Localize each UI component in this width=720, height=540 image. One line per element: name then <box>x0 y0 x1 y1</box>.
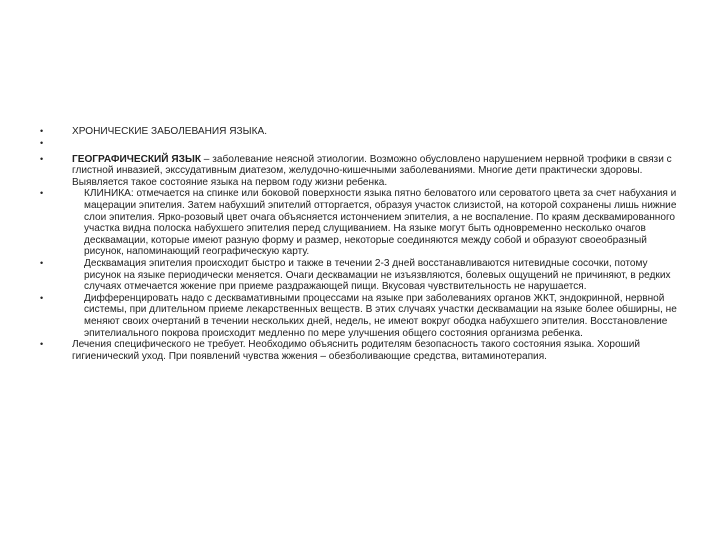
bullet-marker: • <box>40 257 44 268</box>
geo-description: – заболевание неясной этиологии. Возможно обусловлено нарушением нервной трофики в связи с глистной инвазией, экссудативным диатезом, желудочно-кишечными заболеваниями. Многие дети практически здоровы. Выявляется такое состояние языка на первом году жизни ребенка. <box>72 153 672 188</box>
bullet-marker: • <box>40 126 44 136</box>
list-item <box>38 258 684 293</box>
treatment-paragraph: Лечения специфического не требует. Необходимо объяснить родителям безопасность такого состояния языка. Хороший гигиенический уход. При появлений чувства жжения – обезболивающие средства, витаминотерапия. <box>72 339 640 362</box>
list-item <box>38 154 684 189</box>
bullet-marker: • <box>40 153 44 164</box>
differential-paragraph: Дифференцировать надо с десквамативными процессами на языке при заболеваниях органов ЖКТ, эндокринной, нервной системы, при длительном приеме лекарственных веществ. В этих случаях участки десквамации на языке более обширны, не меняют своих очертаний в течении нескольких дней, недель, не имеют вокруг ободка набухшего эпителия. Восстановление эпителиального покрова происходит медленно по мере улучшения общего состояния организма ребенка. <box>84 292 677 339</box>
clinic-paragraph: КЛИНИКА: отмечается на спинке или боковой поверхности языка пятно беловатого или сероватого цвета за счет набухания и мацерации эпителия. Затем набухший эпителий отторгается, образуя участок слизистой, на которой сохранены лишь нижние слои эпителия. Ярко-розовый цвет очага объясняется истончением эпителия, а не воспаление. По краям десквамированного участка видна полоска набухшего эпителия перед слущиванием. На языке могут быть одновременно несколько очагов десквамации, которые имеют разную форму и размер, некоторые соединяются между собой и образуют своеобразный рисунок, напоминающий географическую карту. <box>84 188 677 258</box>
bullet-list <box>38 126 684 362</box>
bullet-marker: • <box>40 137 44 148</box>
list-item <box>38 126 684 138</box>
list-item <box>38 293 684 339</box>
list-item <box>38 188 684 258</box>
list-item <box>38 339 684 362</box>
geo-term: ГЕОГРАФИЧЕСКИЙ ЯЗЫК <box>72 153 201 165</box>
bullet-marker: • <box>40 188 44 199</box>
desquamation-paragraph: Десквамация эпителия происходит быстро и также в течении 2-3 дней восстанавливаются нитевидные сосочки, потому рисунок на языке периодически меняется. Очаги десквамации не изъязвляются, болевых ощущений не причиняют, в редких случаях отмечается жжение при приеме раздражающей пищи. Вкусовая чувствительность не нарушается. <box>84 257 671 293</box>
bullet-marker: • <box>40 292 44 303</box>
geo-paragraph <box>72 154 684 189</box>
list-item <box>38 137 684 148</box>
slide-title: ХРОНИЧЕСКИЕ ЗАБОЛЕВАНИЯ ЯЗЫКА. <box>72 126 267 137</box>
bullet-marker: • <box>40 339 44 350</box>
